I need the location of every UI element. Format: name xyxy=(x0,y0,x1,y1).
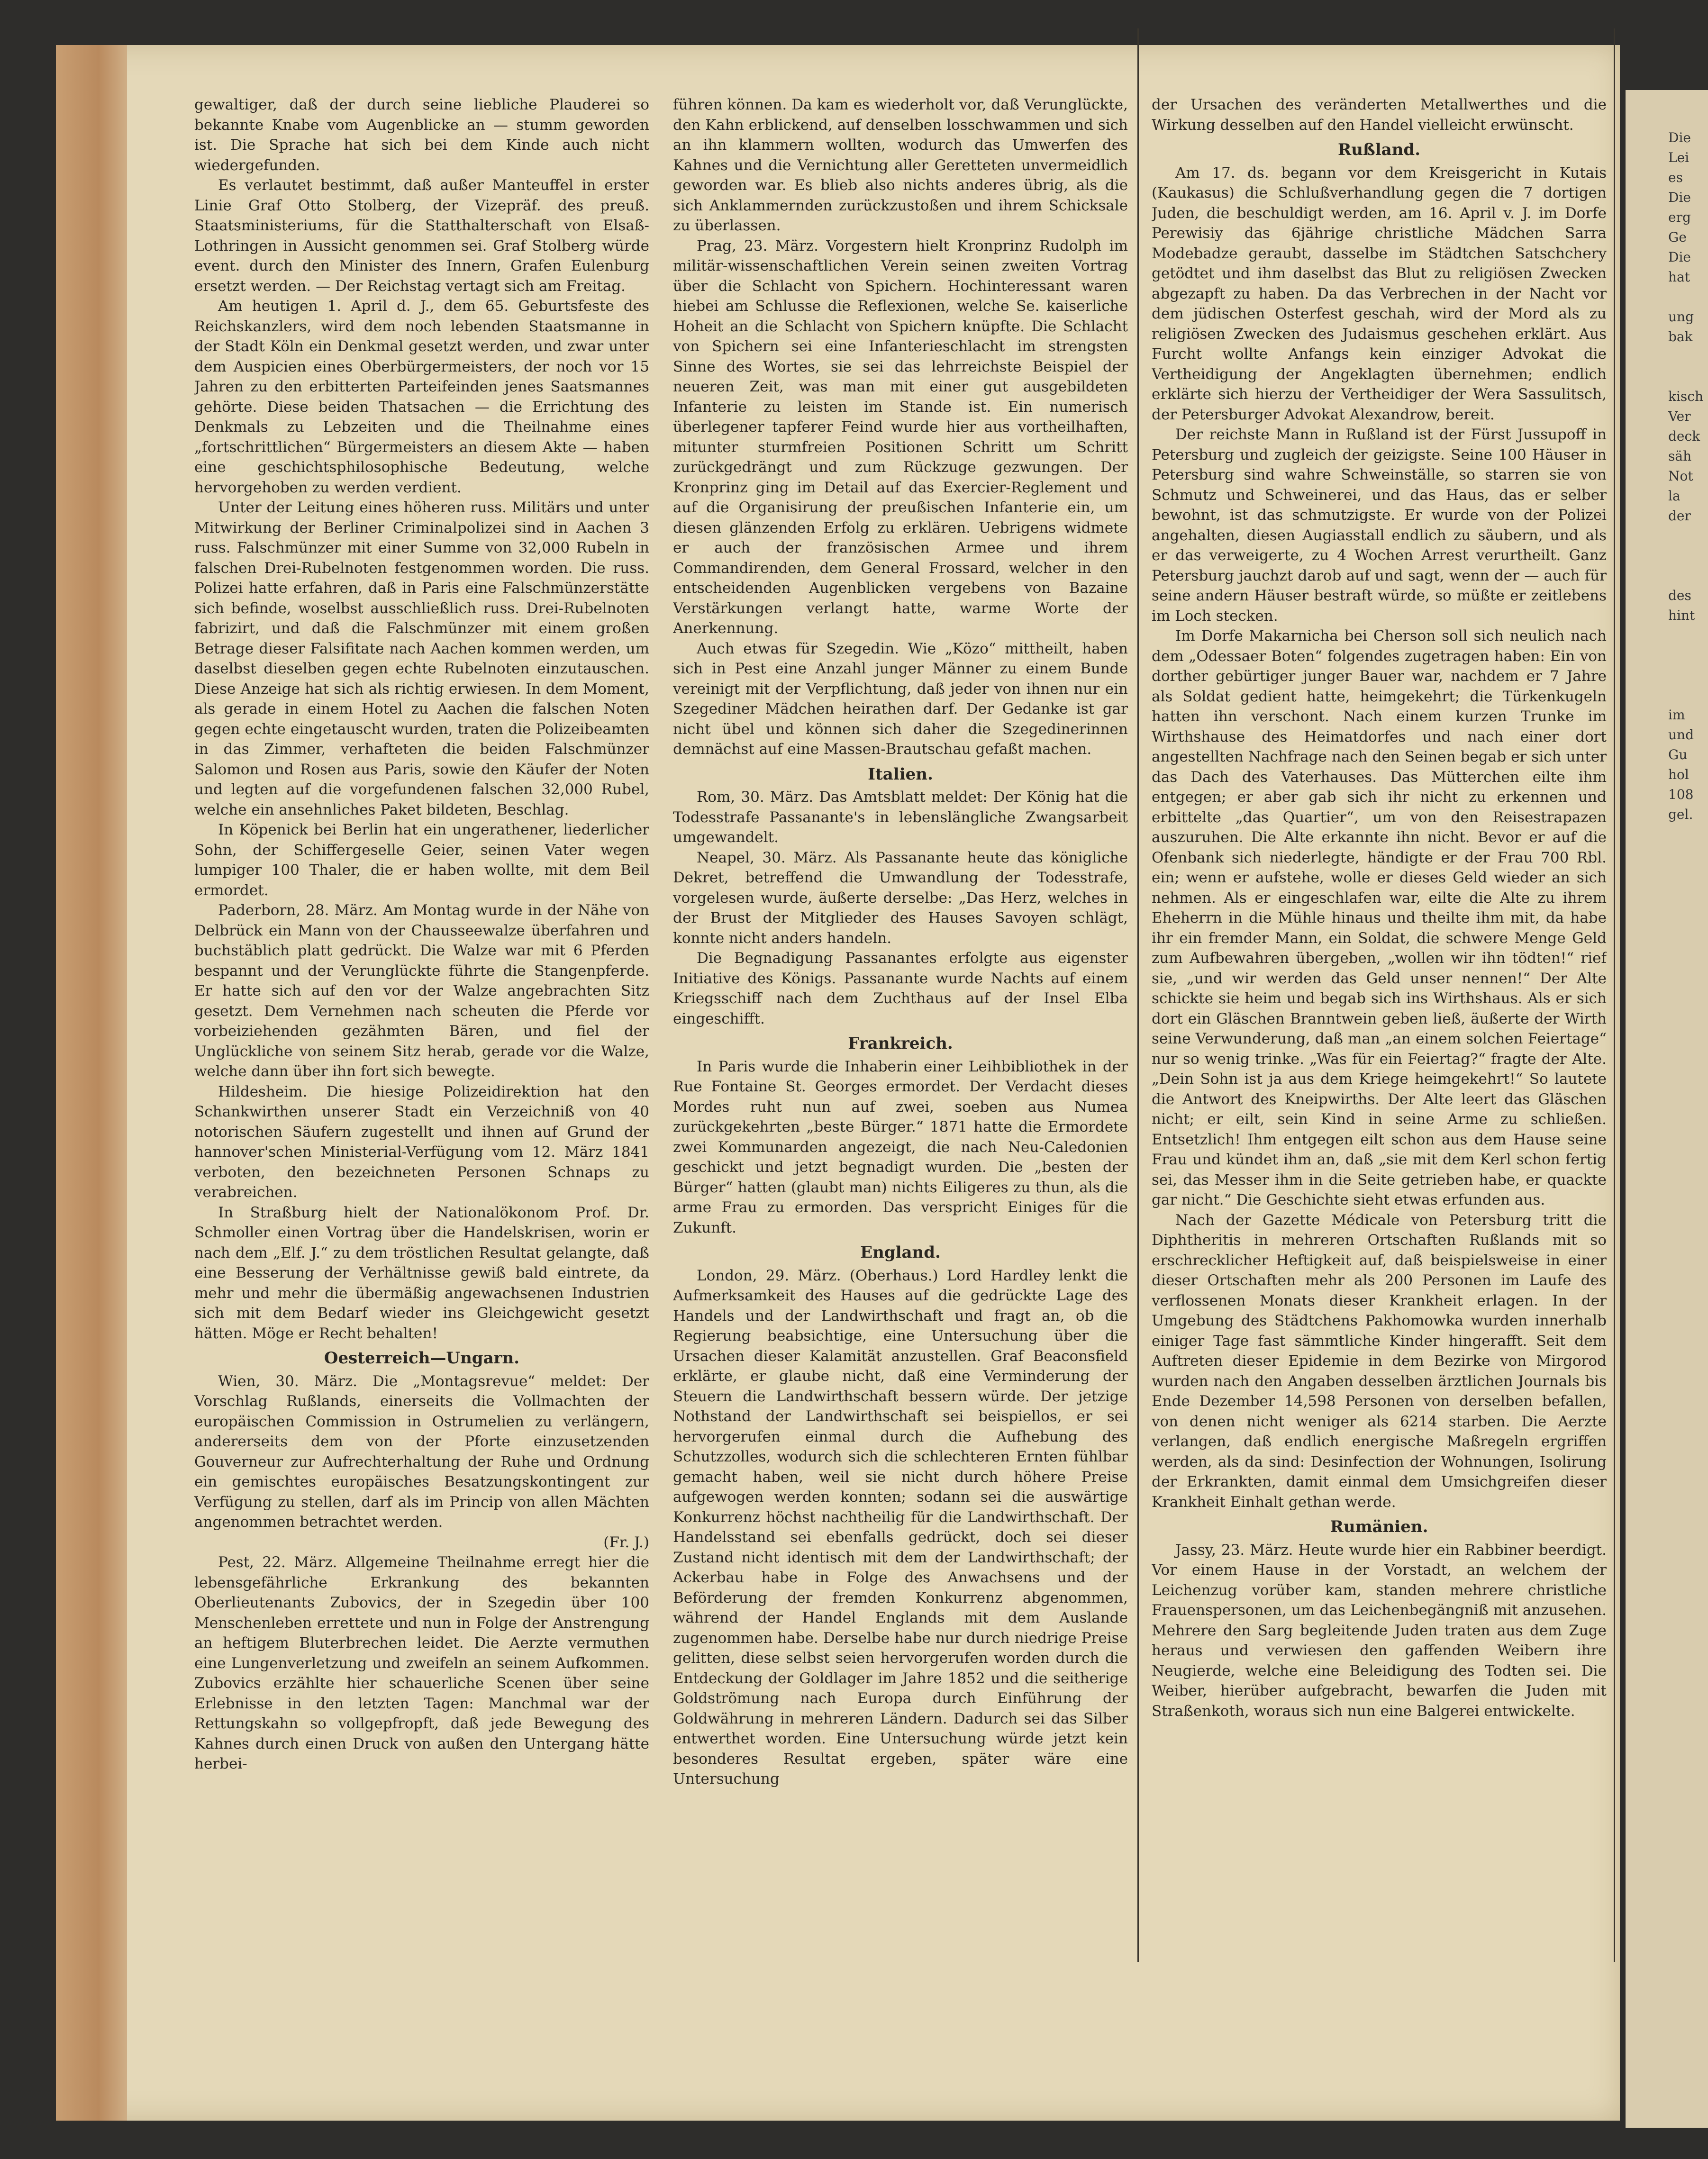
next-page-word-fragment: Not xyxy=(1668,468,1693,484)
next-page-word-fragment xyxy=(1668,685,1708,705)
next-page-word-fragment xyxy=(1668,367,1708,387)
paragraph-text: Rom, 30. März. Das Amtsblatt meldet: Der König hat die Todesstrafe Passanante's in lebenslängliche Zwangsarbeit umgewandelt. xyxy=(673,789,1128,846)
next-page-word-fragment xyxy=(1668,645,1708,665)
section-heading: Frankreich. xyxy=(848,1034,953,1053)
article-paragraph xyxy=(1152,1210,1607,1513)
next-page-word-fragment: hol xyxy=(1668,767,1689,782)
next-page-word-fragment xyxy=(1668,347,1708,367)
article-paragraph xyxy=(194,820,649,900)
next-page-word-fragment: bak xyxy=(1668,329,1693,345)
column-rule xyxy=(1137,28,1139,1962)
next-page-word-fragment: hint xyxy=(1668,608,1695,623)
article-paragraph xyxy=(673,1057,1128,1238)
article-paragraph xyxy=(673,236,1128,639)
article-paragraph xyxy=(194,175,649,296)
article-paragraph xyxy=(194,498,649,820)
paragraph-text: Am 17. ds. begann vor dem Kreisgericht in Kutais (Kaukasus) die Schlußverhandlung gegen die 7 dortigen Juden, die beschuldigt werden, am 16. April v. J. im Dorfe Perewisiy das 6jährige christliche Mädchen Sarra Modebadze geraubt, dasselbe im Städtchen Satschchery getödtet und ihm daselbst das Blut zu religiösen Zwecken abgezapft zu haben. Da das Verbrechen in der Nacht vor dem jüdischen Osterfest geschah, wird der Mord als zu religiösen Zwecken des Judaismus geschehen erklärt. Aus Furcht wollte Anfangs kein einziger Advokat die Vertheidigung der Angeklagten übernehmen; endlich erklärte sich hierzu der Vertheidiger der Wera Sassulitsch, der Petersburger Advokat Alexandrow, bereit. xyxy=(1152,164,1607,423)
article-paragraph xyxy=(194,1082,649,1203)
paragraph-text: Wien, 30. März. Die „Montagsrevue“ meldet: Der Vorschlag Rußlands, einerseits die Vollmachten der europäischen Commission in Ostrumelien zu verlängern, andererseits dem von der Pforte einzusetzenden Gouverneur zur Aufrechterhaltung der Ruhe und Ordnung ein gemischtes europäisches Besatzungskontingent zur Verfügung zu stellen, darf als im Princip von allen Mächten angenommen betrachtet werden. xyxy=(194,1372,649,1531)
article-paragraph xyxy=(194,1552,649,1774)
next-page-word-fragment: Ver xyxy=(1668,408,1691,424)
next-page-word-fragment: gel. xyxy=(1668,807,1693,822)
paragraph-text: Prag, 23. März. Vorgestern hielt Kronprinz Rudolph im militär-wissenschaftlichen Verein seinen zweiten Vortrag über die Schlacht von Spichern. Hochinteressant waren hiebei am Schlusse die Reflexionen, welche Se. kaiserliche Hoheit an die Schlacht von Spichern knüpfte. Die Schlacht von Spichern sei eine Infanterieschlacht im strengsten Sinne des Wortes, sie sei das lehrreichste Beispiel der neueren Zeit, was man mit einer gut ausgebildeten Infanterie zu leisten im Stande ist. Ein numerisch überlegener tapferer Feind wurde hier aus vortheilhaften, mitunter sturmfreien Positionen Schritt um Schritt zurückgedrängt und zum Rückzuge gezwungen. Der Kronprinz ging im Detail auf das Exercier-Reglement und auf die Organisirung der preußischen Infanterie ein, um diesen glänzenden Erfolg zu erklären. Uebrigens widmete er auch der französischen Armee und ihrem Commandirenden, dem General Frossard, welcher in den entscheidenden Augenblicken vergebens von Bazaine Verstärkungen verlangt hatte, warme Worte der Anerkennung. xyxy=(673,237,1128,637)
paragraph-text: führen können. Da kam es wiederholt vor, daß Verunglückte, den Kahn erblickend, auf denselben losschwammen und sich an ihn klammern wollten, wodurch das Umwerfen des Kahnes und die Vernichtung aller Geretteten unvermeidlich geworden war. Es blieb also nichts anderes übrig, als die sich Anklammernden zurückzustoßen und ihrem Schicksale zu überlassen. xyxy=(673,96,1128,234)
article-paragraph xyxy=(194,900,649,1082)
column-3 xyxy=(1152,95,1607,2061)
next-page-column-fragment xyxy=(1668,128,1708,825)
book-spine xyxy=(56,45,127,2121)
next-page-word-fragment: der xyxy=(1668,508,1691,524)
next-page-word-fragment: kisch xyxy=(1668,389,1704,404)
section-heading: Italien. xyxy=(868,764,933,784)
paragraph-text: Der reichste Mann in Rußland ist der Fürst Jussupoff in Petersburg und zugleich der geizigste. Seine 100 Häuser in Petersburg sind wahre Schweinställe, so starren sie von Schmutz und Schweinerei, und das Haus, das er selber bewohnt, ist das schmutzigste. Er wurde von der Polizei angehalten, diesen Augiasstall endlich zu säubern, und als er das verweigerte, zu 4 Wochen Arrest verurtheilt. Ganz Petersburg jauchzt darob auf und sagt, wenn der — auch für seine andern Häuser bestraft würde, so müßte er zeitlebens im Loch stecken. xyxy=(1152,426,1607,625)
next-page-word-fragment: Die xyxy=(1668,130,1691,145)
paragraph-text: Auch etwas für Szegedin. Wie „Közo“ mittheilt, haben sich in Pest eine Anzahl junger Männer zu einem Bunde vereinigt mit der Verpflichtung, daß jeder von ihnen nur ein Szegediner Mädchen heirathen darf. Der Gedanke ist gar nicht übel und können sich daher die Szegedinerinnen demnächst auf eine Massen-Brautschau gefaßt machen. xyxy=(673,640,1128,758)
paragraph-text: In Paris wurde die Inhaberin einer Leihbibliothek in der Rue Fontaine St. Georges ermordet. Der Verdacht dieses Mordes ruht nun auf zwei, soeben aus Numea zurückgekehrten „beste Bürger.“ 1871 hatte die Ermordete zwei Kommunarden angezeigt, die nach Neu-Caledonien geschickt und jetzt begnadigt wurden. Die „besten der Bürger“ hatten (glaubt man) nichts Eiligeres zu thun, als die arme Frau zu ermorden. Das verspricht Einiges für die Zukunft. xyxy=(673,1058,1128,1236)
source-attribution: (Fr. J.) xyxy=(603,1533,649,1551)
article-paragraph xyxy=(194,95,649,175)
paragraph-text: Am heutigen 1. April d. J., dem 65. Geburtsfeste des Reichskanzlers, wird dem noch lebenden Staatsmanne in der Stadt Köln ein Denkmal gesetzt werden, und zwar unter dem Auspicien eines Oberbürgermeisters, der noch vor 15 Jahren zu den erbitterten Parteifeinden jenes Saatsmannes gehörte. Diese beiden Thatsachen — die Errichtung des Denkmals zu Lebzeiten und die Theilnahme eines „fortschrittlichen“ Bürgermeisters an diesem Akte — haben eine geschichtsphilosophische Bedeutung, welche hervorgehoben zu werden verdient. xyxy=(194,298,649,496)
section-heading: England. xyxy=(860,1243,941,1262)
page-text-area xyxy=(194,95,1607,2061)
paragraph-text: London, 29. März. (Oberhaus.) Lord Hardley lenkt die Aufmerksamkeit des Hauses auf die gedrückte Lage des Handels und der Landwirthschaft und fragt an, ob die Regierung beabsichtige, eine Untersuchung über die Ursachen dieser Kalamität anzustellen. Graf Beaconsfield erklärte, er glaube nicht, daß eine Verminderung der Steuern die Landwirthschaft bessern würde. Der jetzige Nothstand der Landwirthschaft sei beispiellos, er sei hervorgerufen einmal durch die Aufhebung des Schutzzolles, wodurch sich die schlechteren Ernten fühlbar gemacht haben, weil sie nicht durch höhere Preise aufgewogen werden konnten; sodann sei die auswärtige Konkurrenz höchst nachtheilig für die Landwirthschaft. Der Handelsstand sei ebenfalls gedrückt, doch sei dieser Zustand nicht identisch mit dem der Landwirthschaft; der Ackerbau habe in Folge des Anwachsens und der Beförderung der fremden Konkurrenz abgenommen, während der Handel Englands mit dem Auslande zugenommen habe. Derselbe habe nur durch niedrige Preise gelitten, diese selbst seien hervorgerufen worden durch die Entdeckung der Goldlager im Jahre 1852 und die seitherige Goldströmung nach Europa durch Einführung der Goldwährung in mehreren Ländern. Dadurch sei das Silber entwerthet worden. Eine Untersuchung würde jetzt kein besonderes Resultat ergeben, später wäre eine Untersuchung xyxy=(673,1267,1128,1787)
next-page-word-fragment: Die xyxy=(1668,190,1691,205)
next-page-word-fragment: des xyxy=(1668,588,1691,603)
article-paragraph xyxy=(673,948,1128,1029)
article-paragraph xyxy=(194,1371,649,1553)
paragraph-text: Unter der Leitung eines höheren russ. Militärs und unter Mitwirkung der Berliner Criminalpolizei sind in Aachen 3 russ. Falschmünzer mit einer Summe von 32,000 Rubeln in falschen Drei-Rubelnoten festgenommen worden. Die russ. Polizei hatte erfahren, daß in Paris eine Falschmünzerstätte sich befinde, woselbst ausschließlich russ. Drei-Rubelnoten fabrizirt, und daß die Falschmünzer mit einem großen Betrage dieser Falsifitate nach Aachen kommen werden, um daselbst dieselben gegen echte Rubelnoten einzutauschen. Diese Anzeige hat sich als richtig erwiesen. In dem Moment, als gerade in einem Hotel zu Aachen die falschen Noten gegen echte eingetauscht wurden, traten die Polizeibeamten in das Zimmer, verhafteten die beiden Falschmünzer Salomon und Rosen aus Paris, sowie den Käufer der Noten und legten auf die vorgefundenen falschen 32,000 Rubel, welche ein ansehnliches Paket bildeten, Beschlag. xyxy=(194,499,649,818)
article-paragraph xyxy=(673,95,1128,236)
column-rule xyxy=(1614,28,1615,1962)
article-paragraph xyxy=(673,639,1128,760)
next-page-word-fragment: ung xyxy=(1668,309,1694,325)
article-paragraph xyxy=(194,296,649,498)
paragraph-text: der Ursachen des veränderten Metallwerthes und die Wirkung desselben auf den Handel vielleicht erwünscht. xyxy=(1152,96,1607,134)
article-paragraph xyxy=(194,1203,649,1344)
article-paragraph xyxy=(1152,425,1607,626)
paragraph-text: In Köpenick bei Berlin hat ein ungerathener, liederlicher Sohn, der Schiffergeselle Geier, seinen Vater wegen lumpiger 100 Thaler, die er haben wollte, mit dem Beil ermordet. xyxy=(194,821,649,899)
next-page-word-fragment: es xyxy=(1668,170,1683,185)
paragraph-text: gewaltiger, daß der durch seine liebliche Plauderei so bekannte Knabe vom Augenblicke an — stumm geworden ist. Die Sprache hat sich bei dem Kinde auch nicht wiedergefunden. xyxy=(194,96,649,174)
next-page-word-fragment: Die xyxy=(1668,249,1691,265)
next-page-word-fragment: säh xyxy=(1668,448,1692,464)
next-page-word-fragment: Lei xyxy=(1668,150,1690,165)
paragraph-text: Hildesheim. Die hiesige Polizeidirektion hat den Schankwirthen unserer Stadt ein Verzeichniß von 40 notorischen Säufern zugestellt und ihnen auf Grund der hannover'schen Ministerial-Verfügung vom 12. März 1841 verboten, den bezeichneten Personen Schnaps zu verabreichen. xyxy=(194,1083,649,1201)
next-page-word-fragment: la xyxy=(1668,488,1681,504)
article-paragraph xyxy=(673,787,1128,848)
paragraph-text: Jassy, 23. März. Heute wurde hier ein Rabbiner beerdigt. Vor einem Hause in der Vorstadt, an welchem der Leichenzug vorüber kam, standen mehrere christliche Frauenspersonen, um das Leichenbegängniß mit anzusehen. Mehrere den Sarg begleitende Juden traten aus dem Zuge heraus und verwiesen den gaffenden Weibern ihre Neugierde, welche eine Beleidigung des Todten sei. Die Weiber, hierüber aufgebracht, bewarfen die Juden mit Straßenkoth, woraus sich nun eine Balgerei entwickelte. xyxy=(1152,1541,1607,1720)
paragraph-text: In Straßburg hielt der Nationalökonom Prof. Dr. Schmoller einen Vortrag über die Handelskrisen, worin er nach dem „Elf. J.“ zu dem tröstlichen Resultat gelangte, daß eine Besserung der Verhältnisse gewiß bald eintrete, da mehr und mehr die übermäßig angewachsenen Industrien sich mit dem Bedarf wieder ins Gleichgewicht gesetzt hätten. Möge er Recht behalten! xyxy=(194,1204,649,1342)
column-1 xyxy=(194,95,649,2061)
paragraph-text: Die Begnadigung Passanantes erfolgte aus eigenster Initiative des Königs. Passanante wurde Nachts auf einem Kriegsschiff nach dem Zuchthaus auf der Insel Elba eingeschifft. xyxy=(673,950,1128,1027)
next-page-word-fragment xyxy=(1668,566,1708,586)
paragraph-text: Paderborn, 28. März. Am Montag wurde in der Nähe von Delbrück ein Mann von der Chausseewalze überfahren und buchstäblich platt gedrückt. Die Walze war mit 6 Pferden bespannt und der Verunglückte führte die Stangenpferde. Er hatte sich auf den vor der Walze angebrachten Sitz gesetzt. Dem Vernehmen nach scheuten die Pferde vor vorbeiziehenden gezähmten Bären, und fiel der Unglückliche von seinem Sitz herab, gerade vor die Walze, welche dann über ihn fort sich bewegte. xyxy=(194,902,649,1080)
article-paragraph xyxy=(673,848,1128,949)
next-page-word-fragment: und xyxy=(1668,727,1694,743)
section-heading: Rumänien. xyxy=(1330,1517,1428,1536)
paragraph-text: Es verlautet bestimmt, daß außer Manteuffel in erster Linie Graf Otto Stolberg, der Vizepräf. des preuß. Staatsministeriums, für die Statthalterschaft von Elsaß-Lothringen in Aussicht genommen sei. Graf Stolberg würde event. durch den Minister des Innern, Grafen Eulenburg ersetzt werden. — Der Reichstag vertagt sich am Freitag. xyxy=(194,177,649,295)
paragraph-text: Nach der Gazette Médicale von Petersburg tritt die Diphtheritis in mehreren Ortschaften Rußlands mit so erschrecklicher Heftigkeit auf, daß beispielsweise in einer dieser Ortschaften mehr als 200 Personen im Laufe des verflossenen Monats dieser Krankheit erlagen. In der Umgebung des Städtchens Pakhomowka wurden innerhalb einiger Tage fast sämmtliche Kinder hingerafft. Seit dem Auftreten dieser Epidemie in dem Bezirke von Mirgorod wurden nach den Angaben desselben ärztlichen Journals bis Ende Dezember 14,598 Personen von derselben befallen, von denen nicht weniger als 6214 starben. Die Aerzte verlangen, daß endlich energische Maßregeln ergriffen werden, als da sind: Desinfection der Wohnungen, Isolirung der Erkrankten, damit einmal dem Umsichgreifen dieser Krankheit Einhalt gethan werde. xyxy=(1152,1211,1607,1511)
next-page-word-fragment: im xyxy=(1668,707,1685,723)
next-page-word-fragment: 108 xyxy=(1668,787,1694,802)
paragraph-text: Pest, 22. März. Allgemeine Theilnahme erregt hier die lebensgefährliche Erkrankung des bekannten Oberlieutenants Zubovics, der in Szegedin über 100 Menschenleben errettete und nun in Folge der Anstrengung an heftigem Bluterbrechen leidet. Die Aerzte vermuthen eine Lungenverletzung und zweifeln an seinem Aufkommen. Zubovics erzählte hier schauerliche Scenen über seine Erlebnisse in den letzten Tagen: Manchmal war der Rettungskahn so vollgepfropft, daß jede Bewegung des Kahnes durch einen Druck von außen den Untergang hätte herbei- xyxy=(194,1554,649,1772)
next-page-word-fragment xyxy=(1668,526,1708,546)
next-page-word-fragment: Gu xyxy=(1668,747,1688,762)
next-page-word-fragment xyxy=(1668,287,1708,307)
next-page-word-fragment xyxy=(1668,626,1708,645)
next-page-word-fragment: Ge xyxy=(1668,229,1687,245)
paragraph-text: Neapel, 30. März. Als Passanante heute das königliche Dekret, betreffend die Umwandlung der Todesstrafe, vorgelesen wurde, äußerte derselbe: „Das Herz, welches in der Brust der Mitglieder des Hauses Savoyen schlägt, konnte nicht anders handeln. xyxy=(673,849,1128,947)
section-heading: Rußland. xyxy=(1337,140,1421,159)
next-page-word-fragment xyxy=(1668,546,1708,566)
paragraph-text: Im Dorfe Makarnicha bei Cherson soll sich neulich nach dem „Odessaer Boten“ folgendes zugetragen haben: Ein von dorther gebürtiger junger Bauer war, nachdem er 7 Jahre als Soldat gedient hatte, heimgekehrt; die Türkenkugeln hatten ihn verschont. Nach einem kurzen Trunke im Wirthshause des Heimatdorfes und nach einer dort angestellten Nachfrage nach den Seinen begab er sich unter das Dach des Vaterhauses. Das Mütterchen eilte ihm entgegen; er aber gab sich ihr nicht zu erkennen und erbittelte „das Quartier“, um von den Reisestrapazen auszuruhen. Die Alte erkannte ihn nicht. Bevor er auf die Ofenbank sich niederlegte, händigte er der Frau 700 Rbl. ein; wenn er aufstehe, wolle er dieses Geld wieder an sich nehmen. Als er eingeschlafen war, eilte die Alte zu ihrem Eheherrn in die Mühle hinaus und theilte ihm mit, da habe ihr ein fremder Mann, ein Soldat, die schwere Menge Geld zum Aufbewahren übergeben, „wollen wir ihn tödten!“ rief sie, „und wir werden das Geld unser nennen!“ Der Alte schickte sie heim und begab sich ins Wirthshaus. Als er sich dort ein Gläschen Branntwein geben ließ, äußerte der Wirth seine Verwunderung, daß man „an einem solchen Feiertage“ nur so wenig trinke. „Was für ein Feiertag?“ fragte der Alte. „Dein Sohn ist ja aus dem Kriege heimgekehrt!“ So lautete die Antwort des Kneipwirths. Der Alte leert das Gläschen nicht; er eilt, sein Kind in seine Arme zu schließen. Entsetzlich! Ihm entgegen eilt schon aus dem Hause seine Frau und kündet ihm an, daß „sie mit dem Kerl schon fertig sei, das Messer ihm in die Seite getrieben habe, er quackte gar nicht.“ Die Geschichte sieht etwas erfunden aus. xyxy=(1152,627,1607,1208)
column-2 xyxy=(673,95,1128,2061)
article-paragraph xyxy=(1152,1540,1607,1722)
next-page-word-fragment: erg xyxy=(1668,209,1691,225)
section-heading: Oesterreich—Ungarn. xyxy=(324,1349,520,1368)
next-page-word-fragment: hat xyxy=(1668,269,1690,285)
next-page-word-fragment xyxy=(1668,665,1708,685)
article-paragraph xyxy=(1152,95,1607,135)
article-paragraph xyxy=(1152,626,1607,1210)
article-paragraph xyxy=(673,1266,1128,1789)
article-paragraph xyxy=(1152,163,1607,425)
next-page-word-fragment: deck xyxy=(1668,428,1700,444)
